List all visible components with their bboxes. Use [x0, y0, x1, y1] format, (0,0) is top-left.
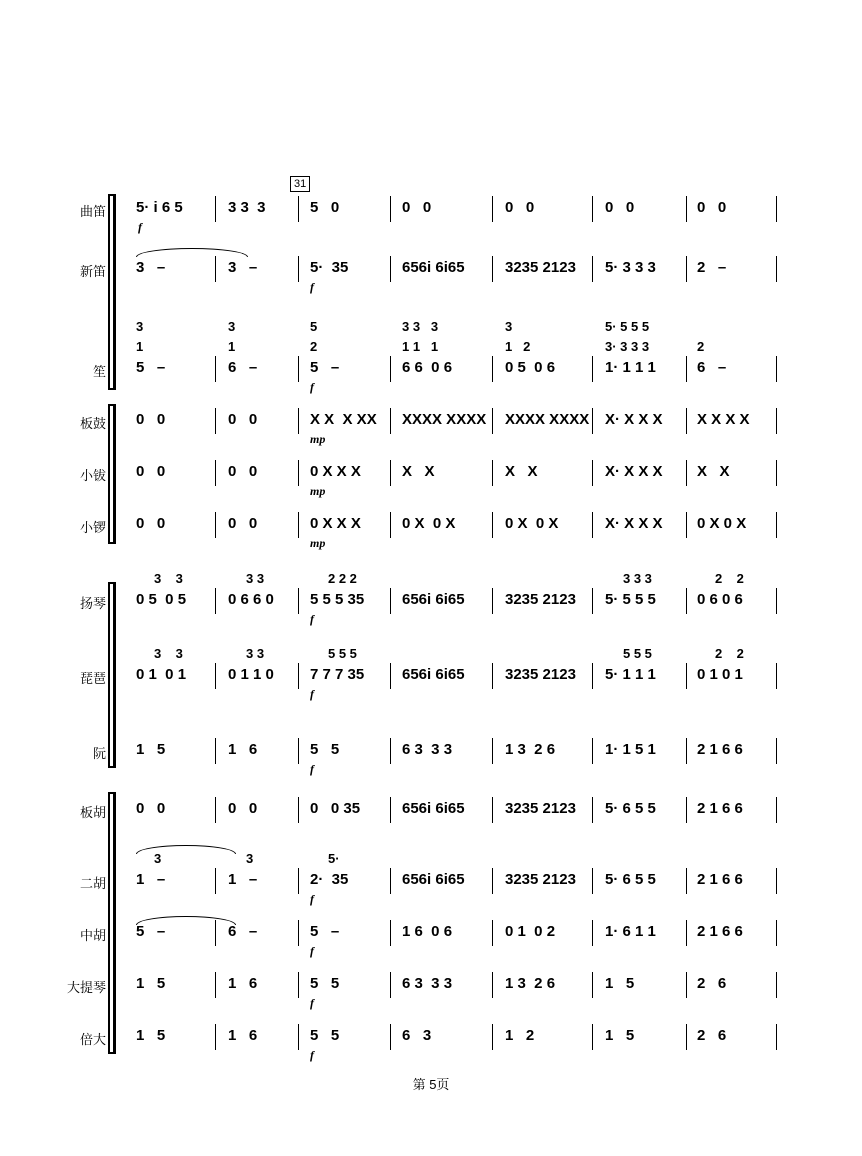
measure-notes: 6 – [228, 359, 258, 376]
page-number: 第 5页 [412, 1077, 450, 1092]
measure-notes: 3 – [228, 259, 258, 276]
measure-notes: 1 5 [136, 1027, 166, 1044]
barline [776, 868, 777, 894]
barline [776, 663, 777, 689]
barline [492, 1024, 493, 1050]
barline [492, 460, 493, 486]
chord-middle-notes: 2 [697, 339, 705, 354]
barline [686, 663, 687, 689]
barline [776, 460, 777, 486]
chord-upper-notes: 5 5 5 [623, 646, 652, 661]
chord-middle-notes: 1 1 1 [402, 339, 439, 354]
instrument-label: 小锣 [79, 520, 106, 535]
dynamic-marking: f [310, 1048, 314, 1062]
barline [390, 408, 391, 434]
measure-notes: 3235 2123 [505, 591, 576, 608]
measure-notes: 1· 6 1 1 [605, 923, 656, 940]
measure-notes: 0 0 [228, 800, 258, 817]
chord-upper-notes: 5· [328, 851, 340, 866]
barline [776, 920, 777, 946]
instrument-label: 扬琴 [79, 596, 106, 611]
dynamic-marking: f [310, 762, 314, 776]
measure-notes: 656i 6i65 [402, 591, 465, 608]
measure-notes: 5 5 [310, 1027, 340, 1044]
measure-notes: 656i 6i65 [402, 666, 465, 683]
dynamic-marking: f [310, 280, 314, 294]
barline [215, 460, 216, 486]
measure-notes: 5 5 5 35 [310, 591, 365, 608]
barline [390, 868, 391, 894]
barline [776, 797, 777, 823]
chord-upper-notes: 5 [310, 319, 318, 334]
barline [776, 972, 777, 998]
barline [390, 196, 391, 222]
barline [390, 588, 391, 614]
measure-notes: 5 – [136, 923, 166, 940]
barline [592, 797, 593, 823]
barline [492, 512, 493, 538]
barline [776, 588, 777, 614]
measure-notes: 1 – [228, 871, 258, 888]
measure-notes: 0 X 0 X [697, 515, 747, 532]
measure-notes: 5 0 [310, 199, 340, 216]
barline [390, 460, 391, 486]
barline [686, 868, 687, 894]
chord-upper-notes: 3 [246, 851, 254, 866]
barline [776, 196, 777, 222]
measure-notes: 5· 1 1 1 [605, 666, 656, 683]
barline [390, 797, 391, 823]
barline [492, 972, 493, 998]
measure-notes: 1 6 [228, 1027, 258, 1044]
chord-upper-notes: 3 3 3 [623, 571, 652, 586]
measure-notes: 7 7 7 35 [310, 666, 365, 683]
measure-notes: 0 0 35 [310, 800, 361, 817]
measure-notes: 1 6 0 6 [402, 923, 453, 940]
measure-notes: 2 1 6 6 [697, 871, 743, 888]
barline [215, 256, 216, 282]
barline [215, 512, 216, 538]
barline [492, 920, 493, 946]
barline [492, 408, 493, 434]
measure-notes: 1 6 [228, 741, 258, 758]
measure-notes: 3 3 3 [228, 199, 266, 216]
barline [686, 256, 687, 282]
barline [592, 1024, 593, 1050]
tie-arc [136, 916, 236, 925]
instrument-label: 琵琶 [79, 671, 106, 686]
barline [686, 196, 687, 222]
instrument-label: 阮 [92, 746, 106, 761]
barline [492, 196, 493, 222]
measure-notes: 0 6 6 0 [228, 591, 274, 608]
measure-notes: 0 X 0 X [402, 515, 456, 532]
chord-upper-notes: 3 3 [246, 646, 265, 661]
chord-upper-notes: 2 2 [715, 646, 744, 661]
measure-notes: X X X X [697, 411, 750, 428]
measure-notes: 5 5 [310, 741, 340, 758]
barline [215, 408, 216, 434]
barline [298, 460, 299, 486]
instrument-label: 大提琴 [66, 980, 106, 995]
dynamic-marking: f [310, 612, 314, 626]
measure-notes: 6 3 3 3 [402, 975, 453, 992]
chord-upper-notes: 2 2 2 [328, 571, 357, 586]
measure-notes: X X [402, 463, 435, 480]
instrument-label: 倍大 [79, 1032, 106, 1047]
dynamic-marking: f [310, 996, 314, 1010]
measure-notes: 6 3 3 3 [402, 741, 453, 758]
dynamic-marking: f [310, 892, 314, 906]
measure-notes: 2 1 6 6 [697, 923, 743, 940]
barline [686, 972, 687, 998]
barline [776, 356, 777, 382]
dynamic-marking: f [310, 687, 314, 701]
measure-notes: X X X XX [310, 411, 377, 428]
measure-notes: 2 6 [697, 1027, 727, 1044]
barline [298, 512, 299, 538]
barline [298, 920, 299, 946]
measure-notes: XXXX XXXX [402, 411, 487, 428]
barline [592, 868, 593, 894]
measure-notes: 5· 6 5 5 [605, 800, 656, 817]
barline [215, 588, 216, 614]
barline [686, 408, 687, 434]
barline [390, 663, 391, 689]
chord-upper-notes: 3 3 [154, 646, 183, 661]
system-bracket-plucked [113, 582, 116, 768]
measure-notes: 0 0 [228, 463, 258, 480]
measure-notes: 1 6 [228, 975, 258, 992]
tie-arc [136, 845, 236, 854]
measure-notes: 3235 2123 [505, 800, 576, 817]
barline [686, 797, 687, 823]
instrument-label: 笙 [92, 364, 106, 379]
measure-notes: 0 0 [136, 515, 166, 532]
measure-notes: 5 – [136, 359, 166, 376]
measure-notes: 0 6 0 6 [697, 591, 743, 608]
barline [215, 972, 216, 998]
barline [592, 256, 593, 282]
measure-notes: 0 0 [136, 411, 166, 428]
chord-middle-notes: 1 [136, 339, 144, 354]
measure-notes: 5· 3 3 3 [605, 259, 656, 276]
barline [390, 356, 391, 382]
barline [592, 972, 593, 998]
instrument-label: 小钹 [79, 468, 106, 483]
instrument-label: 二胡 [79, 876, 106, 891]
chord-middle-notes: 1 [228, 339, 236, 354]
dynamic-marking: mp [310, 536, 326, 550]
barline [298, 408, 299, 434]
measure-notes: X· X X X [605, 463, 663, 480]
measure-notes: 0 0 [228, 515, 258, 532]
measure-notes: 0 X X X [310, 515, 361, 532]
system-bracket-winds [113, 194, 116, 390]
tie-arc [136, 248, 248, 257]
chord-upper-notes: 5· 5 5 5 [605, 319, 650, 334]
barline [492, 663, 493, 689]
measure-notes: 656i 6i65 [402, 259, 465, 276]
barline [776, 256, 777, 282]
barline [592, 408, 593, 434]
chord-upper-notes: 3 [136, 319, 144, 334]
chord-upper-notes: 3 [228, 319, 236, 334]
barline [492, 356, 493, 382]
measure-notes: 5· 5 5 5 [605, 591, 656, 608]
barline [215, 868, 216, 894]
barline [298, 1024, 299, 1050]
barline [298, 868, 299, 894]
barline [592, 196, 593, 222]
barline [686, 588, 687, 614]
measure-notes: 0 X X X [310, 463, 361, 480]
barline [592, 663, 593, 689]
barline [492, 738, 493, 764]
barline [298, 196, 299, 222]
measure-notes: 3235 2123 [505, 666, 576, 683]
chord-upper-notes: 3 3 3 [402, 319, 439, 334]
measure-notes: 0 5 0 5 [136, 591, 187, 608]
barline [686, 512, 687, 538]
barline [592, 588, 593, 614]
measure-notes: 0 0 [136, 463, 166, 480]
measure-notes: X X [505, 463, 538, 480]
measure-notes: 0 0 [402, 199, 432, 216]
barline [492, 868, 493, 894]
barline [390, 920, 391, 946]
barline [390, 738, 391, 764]
measure-notes: 0 1 0 1 [136, 666, 187, 683]
barline [592, 512, 593, 538]
measure-notes: 2 – [697, 259, 727, 276]
dynamic-marking: f [138, 220, 142, 234]
measure-notes: 0 5 0 6 [505, 359, 556, 376]
measure-notes: 3 – [136, 259, 166, 276]
measure-notes: 1 3 2 6 [505, 975, 556, 992]
barline [776, 738, 777, 764]
dynamic-marking: f [310, 380, 314, 394]
measure-notes: 3235 2123 [505, 871, 576, 888]
dynamic-marking: mp [310, 432, 326, 446]
barline [492, 256, 493, 282]
chord-upper-notes: 3 3 [154, 571, 183, 586]
measure-notes: 0 1 0 1 [697, 666, 743, 683]
barline [215, 356, 216, 382]
measure-notes: 6 6 0 6 [402, 359, 453, 376]
measure-notes: 0 1 0 2 [505, 923, 556, 940]
group-bracket-plucked [108, 582, 110, 768]
measure-notes: 5· i 6 5 [136, 199, 183, 216]
instrument-label: 曲笛 [79, 204, 106, 219]
instrument-label: 中胡 [79, 928, 106, 943]
barline [492, 797, 493, 823]
barline [298, 256, 299, 282]
barline [298, 738, 299, 764]
chord-upper-notes: 5 5 5 [328, 646, 357, 661]
measure-notes: 5 5 [310, 975, 340, 992]
measure-notes: 6 3 [402, 1027, 432, 1044]
measure-notes: 0 0 [505, 199, 535, 216]
barline [215, 663, 216, 689]
barline [390, 972, 391, 998]
barline [592, 460, 593, 486]
measure-notes: 0 0 [605, 199, 635, 216]
measure-notes: 2 1 6 6 [697, 741, 743, 758]
measure-notes: X· X X X [605, 515, 663, 532]
instrument-label: 板胡 [79, 805, 106, 820]
measure-notes: 0 1 1 0 [228, 666, 274, 683]
chord-upper-notes: 3 [505, 319, 513, 334]
measure-notes: 5· 35 [310, 259, 349, 276]
measure-notes: X X [697, 463, 730, 480]
measure-notes: 3235 2123 [505, 259, 576, 276]
instrument-label: 新笛 [79, 264, 106, 279]
barline [298, 972, 299, 998]
measure-notes: 656i 6i65 [402, 800, 465, 817]
barline [592, 920, 593, 946]
system-bracket-strings [113, 792, 116, 1054]
barline [298, 797, 299, 823]
barline [776, 408, 777, 434]
barline [390, 1024, 391, 1050]
chord-middle-notes: 1 2 [505, 339, 531, 354]
measure-notes: 6 – [228, 923, 258, 940]
measure-notes: 656i 6i65 [402, 871, 465, 888]
measure-notes: 1 2 [505, 1027, 535, 1044]
chord-upper-notes: 3 3 [246, 571, 265, 586]
barline [215, 797, 216, 823]
measure-notes: 2· 35 [310, 871, 349, 888]
barline [298, 588, 299, 614]
dynamic-marking: f [310, 944, 314, 958]
chord-middle-notes: 3· 3 3 3 [605, 339, 650, 354]
group-bracket-strings [108, 792, 110, 1054]
barline [592, 738, 593, 764]
barline [686, 1024, 687, 1050]
barline [686, 460, 687, 486]
measure-notes: 1 – [136, 871, 166, 888]
measure-notes: 0 X 0 X [505, 515, 559, 532]
measure-notes: 1 3 2 6 [505, 741, 556, 758]
barline [492, 588, 493, 614]
barline [390, 256, 391, 282]
measure-notes: 0 0 [228, 411, 258, 428]
measure-notes: 2 1 6 6 [697, 800, 743, 817]
rehearsal-mark: 31 [290, 176, 310, 192]
dynamic-marking: mp [310, 484, 326, 498]
measure-notes: 1 5 [136, 741, 166, 758]
chord-upper-notes: 2 2 [715, 571, 744, 586]
measure-notes: 2 6 [697, 975, 727, 992]
measure-notes: XXXX XXXX [505, 411, 590, 428]
barline [215, 738, 216, 764]
chord-upper-notes: 3 [154, 851, 162, 866]
chord-middle-notes: 2 [310, 339, 318, 354]
measure-notes: 1 5 [605, 975, 635, 992]
barline [686, 356, 687, 382]
barline [390, 512, 391, 538]
measure-notes: 1 5 [605, 1027, 635, 1044]
barline [215, 1024, 216, 1050]
barline [686, 738, 687, 764]
measure-notes: 0 0 [136, 800, 166, 817]
measure-notes: 5 – [310, 923, 340, 940]
group-bracket-winds [108, 194, 110, 390]
barline [686, 920, 687, 946]
measure-notes: 6 – [697, 359, 727, 376]
measure-notes: 1 5 [136, 975, 166, 992]
instrument-label: 板鼓 [79, 416, 106, 431]
system-bracket-percussion [113, 404, 116, 544]
measure-notes: 5 – [310, 359, 340, 376]
barline [776, 1024, 777, 1050]
barline [592, 356, 593, 382]
measure-notes: 1· 1 5 1 [605, 741, 656, 758]
measure-notes: X· X X X [605, 411, 663, 428]
measure-notes: 1· 1 1 1 [605, 359, 656, 376]
barline [776, 512, 777, 538]
barline [298, 663, 299, 689]
measure-notes: 5· 6 5 5 [605, 871, 656, 888]
group-bracket-percussion [108, 404, 110, 544]
measure-notes: 0 0 [697, 199, 727, 216]
barline [215, 196, 216, 222]
barline [298, 356, 299, 382]
